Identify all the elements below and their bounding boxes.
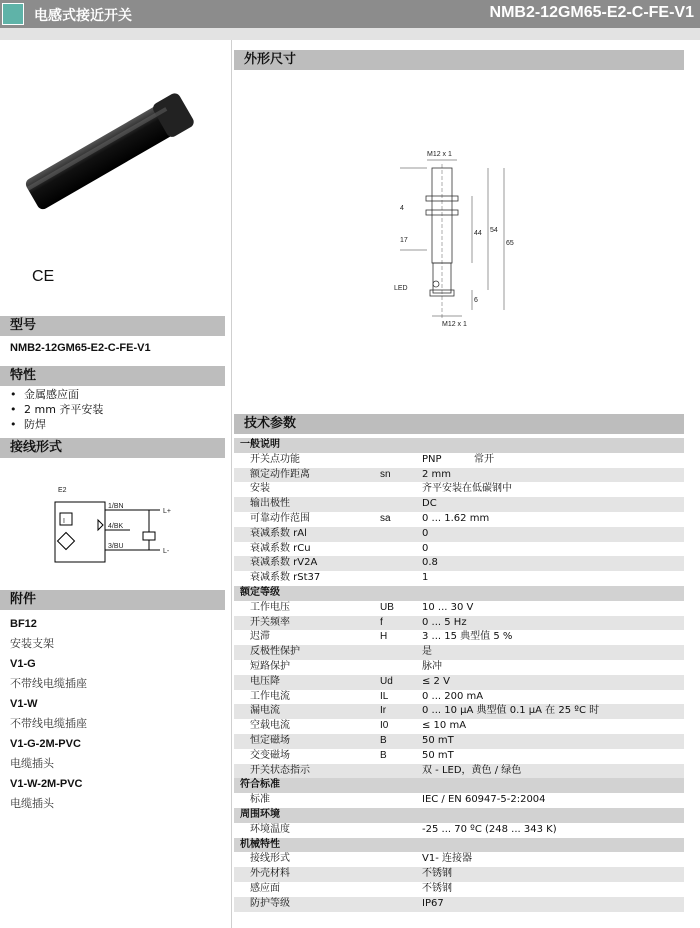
spec-row — [234, 882, 684, 897]
spec-row — [234, 497, 684, 512]
dimensions-heading: 外形尺寸 — [234, 50, 684, 70]
thread-bottom-label: M12 x 1 — [442, 321, 467, 328]
spec-symbol: I0 — [380, 720, 389, 732]
header-stripe — [0, 28, 700, 40]
spec-label: 开关频率 — [250, 616, 290, 628]
spec-label: 漏电流 — [250, 705, 280, 717]
spec-label: 工作电流 — [250, 690, 290, 702]
feature-item: • 2 mm 齐平安装 — [10, 402, 103, 417]
pin-3: 3/BU — [108, 543, 124, 550]
spec-symbol: sn — [380, 468, 391, 480]
d44-label: 44 — [474, 230, 482, 237]
accessory-desc: 电缆插头 — [10, 797, 54, 810]
left-column — [0, 40, 225, 928]
model-title: NMB2-12GM65-E2-C-FE-V1 — [489, 4, 694, 21]
spec-row — [234, 867, 684, 882]
spec-row — [234, 675, 684, 690]
spec-row — [234, 764, 684, 779]
out-lplus: L+ — [163, 508, 171, 515]
page-title: 电感式接近开关 — [34, 8, 132, 24]
d54-label: 54 — [490, 227, 498, 234]
spec-row — [234, 690, 684, 705]
spec-label: 电压降 — [250, 675, 280, 687]
d4-label: 4 — [400, 205, 404, 212]
spec-symbol: UB — [380, 601, 394, 613]
spec-symbol: B — [380, 734, 387, 746]
feature-item: • 防焊 — [10, 417, 103, 432]
tech-heading: 技术参数 — [234, 414, 684, 434]
spec-category: 符合标准 — [234, 778, 684, 793]
spec-row — [234, 453, 684, 468]
pin-1: 1/BN — [108, 503, 124, 510]
spec-symbol: sa — [380, 512, 391, 524]
spec-label: 额定动作距离 — [250, 468, 310, 480]
spec-label: 接线形式 — [250, 853, 290, 865]
spec-category: 一般说明 — [234, 438, 684, 453]
out-lminus: L- — [163, 548, 170, 555]
spec-row — [234, 823, 684, 838]
spec-label: 感应面 — [250, 882, 280, 894]
spec-row — [234, 556, 684, 571]
spec-category: 周围环境 — [234, 808, 684, 823]
spec-row — [234, 660, 684, 675]
spec-label: 可靠动作范围 — [250, 512, 310, 524]
accessory-code: BF12 — [10, 618, 37, 630]
spec-row — [234, 645, 684, 660]
spec-label: 外壳材料 — [250, 868, 290, 880]
accessory-code: V1-G — [10, 658, 36, 670]
pin-4: 4/BK — [108, 523, 124, 530]
spec-label: 输出极性 — [250, 498, 290, 510]
accessories-list — [10, 614, 87, 814]
accessories-heading: 附件 — [0, 590, 225, 610]
spec-value: 0 ... 1.62 mm — [422, 512, 490, 524]
spec-symbol: H — [380, 631, 388, 643]
spec-symbol: B — [380, 749, 387, 761]
spec-table — [234, 438, 684, 912]
spec-row — [234, 852, 684, 867]
spec-row — [234, 897, 684, 912]
d17-label: 17 — [400, 237, 408, 244]
spec-label: 工作电压 — [250, 601, 290, 613]
spec-row — [234, 704, 684, 719]
spec-label: 恒定磁场 — [250, 734, 290, 746]
spec-value: 0 ... 10 µA 典型值 0.1 µA 在 25 ºC 时 — [422, 705, 600, 717]
spec-value: 双 - LED，黄色 / 绿色 — [422, 764, 522, 776]
spec-label: 反极性保护 — [250, 646, 300, 658]
spec-label: 交变磁场 — [250, 749, 290, 761]
spec-value: 0 — [422, 542, 429, 554]
spec-label: 衰减系数 rCu — [250, 542, 311, 554]
spec-value: 1 — [422, 572, 429, 584]
spec-symbol: Ud — [380, 675, 393, 687]
thread-top-label: M12 x 1 — [427, 151, 452, 158]
spec-value: 3 ... 15 典型值 5 % — [422, 631, 513, 643]
spec-row — [234, 571, 684, 586]
spec-value: 0 ... 5 Hz — [422, 616, 467, 628]
features-list — [10, 387, 103, 432]
d65-label: 65 — [506, 240, 514, 247]
type-heading: 型号 — [0, 316, 225, 336]
spec-value: PNP — [422, 453, 442, 465]
spec-value: 0 ... 200 mA — [422, 690, 484, 702]
spec-label: 安装 — [250, 483, 270, 495]
spec-label: 防护等级 — [250, 897, 290, 909]
spec-row — [234, 616, 684, 631]
spec-row — [234, 542, 684, 557]
spec-value: 0 — [422, 527, 429, 539]
dimension-drawing — [394, 140, 602, 340]
d6-label: 6 — [474, 297, 478, 304]
header-bar — [0, 0, 700, 28]
right-column — [232, 40, 700, 928]
ce-mark: CE — [32, 268, 55, 285]
spec-value: IEC / EN 60947-5-2:2004 — [422, 794, 546, 806]
spec-row — [234, 527, 684, 542]
spec-label: 开关状态指示 — [250, 764, 310, 776]
accessory-code: V1-W-2M-PVC — [10, 778, 83, 790]
spec-label: 衰减系数 rSt37 — [250, 572, 321, 584]
spec-value: 是 — [422, 646, 432, 658]
accessory-desc: 电缆插头 — [10, 757, 54, 770]
spec-value: -25 ... 70 ºC (248 ... 343 K) — [422, 823, 557, 835]
spec-label: 空载电流 — [250, 720, 290, 732]
spec-value: 脉冲 — [422, 660, 442, 672]
spec-value: 50 mT — [422, 749, 454, 761]
spec-label: 衰减系数 rV2A — [250, 557, 318, 569]
spec-label: 短路保护 — [250, 660, 290, 672]
spec-row — [234, 468, 684, 483]
accessory-code: V1-G-2M-PVC — [10, 738, 81, 750]
spec-symbol: Ir — [380, 705, 387, 717]
box-label: I — [63, 518, 65, 525]
product-image — [10, 50, 220, 240]
spec-value: ≤ 10 mA — [422, 720, 467, 732]
spec-row — [234, 793, 684, 808]
spec-label: 开关点功能 — [250, 453, 300, 465]
spec-value: 不锈钢 — [422, 868, 452, 880]
type-value: NMB2-12GM65-E2-C-FE-V1 — [10, 342, 151, 354]
spec-row — [234, 512, 684, 527]
spec-value-2: 常开 — [474, 453, 494, 465]
spec-row — [234, 630, 684, 645]
accessory-code: V1-W — [10, 698, 38, 710]
spec-value: 50 mT — [422, 734, 454, 746]
logo-icon — [2, 3, 24, 25]
spec-row — [234, 749, 684, 764]
spec-row — [234, 719, 684, 734]
spec-value: 2 mm — [422, 468, 452, 480]
spec-label: 迟滞 — [250, 631, 270, 643]
spec-value: 齐平安装在低碳钢中 — [422, 483, 512, 495]
spec-label: 衰减系数 rAl — [250, 527, 307, 539]
spec-label: 标准 — [250, 794, 270, 806]
spec-value: 0.8 — [422, 557, 438, 569]
spec-row — [234, 601, 684, 616]
spec-value: IP67 — [422, 897, 444, 909]
spec-category: 额定等级 — [234, 586, 684, 601]
spec-category: 机械特性 — [234, 838, 684, 853]
spec-value: V1- 连接器 — [422, 853, 472, 865]
accessory-desc: 安装支架 — [10, 637, 54, 650]
spec-symbol: f — [380, 616, 383, 628]
accessory-desc: 不带线电缆插座 — [10, 717, 87, 730]
wiring-heading: 接线形式 — [0, 438, 225, 458]
accessory-desc: 不带线电缆插座 — [10, 677, 87, 690]
spec-value: DC — [422, 498, 437, 510]
spec-value: 10 ... 30 V — [422, 601, 474, 613]
spec-symbol: IL — [380, 690, 389, 702]
feature-item: • 金属感应面 — [10, 387, 103, 402]
spec-value: ≤ 2 V — [422, 675, 450, 687]
spec-row — [234, 734, 684, 749]
spec-row — [234, 482, 684, 497]
features-heading: 特性 — [0, 366, 225, 386]
wiring-diagram — [10, 480, 210, 580]
spec-label: 环境温度 — [250, 823, 290, 835]
led-label: LED — [394, 285, 408, 292]
spec-value: 不锈钢 — [422, 882, 452, 894]
wiring-label: E2 — [58, 487, 67, 494]
